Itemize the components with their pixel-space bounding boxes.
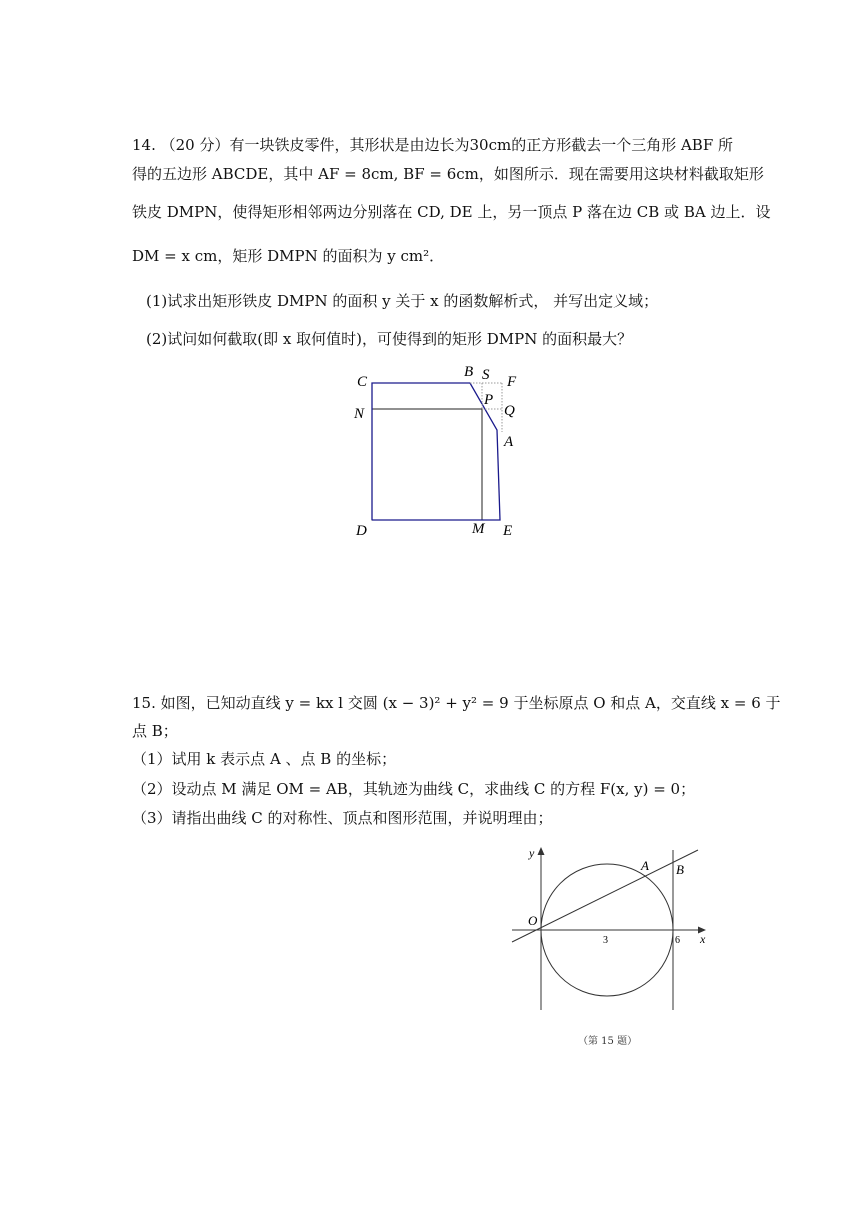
label-o: O xyxy=(528,913,538,928)
q14-line-4: DM = x cm，矩形 DMPN 的面积为 y cm²． xyxy=(132,247,445,265)
pentagon-outline xyxy=(372,383,500,520)
label-m: M xyxy=(472,521,485,537)
label-s: S xyxy=(482,367,490,383)
q15-figure-caption: （第 15 题） xyxy=(578,1036,638,1047)
q15-line-2: 点 B； xyxy=(132,722,178,740)
q14-line-2: 得的五边形 ABCDE，其中 AF = 8cm, BF = 6cm，如图所示．现在需要用这块材料截取矩形 xyxy=(132,165,764,183)
q15-part-2: （2）设动点 M 满足 OM = AB，其轨迹为曲线 C，求曲线 C 的方程 F(x, y) = 0； xyxy=(132,780,696,798)
label-e: E xyxy=(503,523,513,539)
label-n: N xyxy=(354,406,365,422)
tick-label-6: 6 xyxy=(675,935,680,946)
label-c: C xyxy=(357,374,368,390)
tick-label-3: 3 xyxy=(603,935,608,946)
q14-line-1: 14. （20 分）有一块铁皮零件，其形状是由边长为30cm的正方形截去一个三角形 ABF 所 xyxy=(132,136,733,154)
label-b: B xyxy=(676,862,684,877)
q15-part-1: （1）试用 k 表示点 A 、点 B 的坐标； xyxy=(132,750,397,768)
q14-part-1: (1)试求出矩形铁皮 DMPN 的面积 y 关于 x 的函数解析式， 并写出定义域； xyxy=(146,292,659,310)
q14-part-2: (2)试问如何截取(即 x 取何值时)，可使得到的矩形 DMPN 的面积最大？ xyxy=(146,330,633,348)
rectangle-dmpn xyxy=(372,409,482,520)
label-q: Q xyxy=(504,403,515,419)
label-d: D xyxy=(356,523,367,539)
label-b: B xyxy=(464,364,474,380)
label-f: F xyxy=(507,374,517,390)
label-p: P xyxy=(484,392,494,408)
label-a: A xyxy=(641,858,649,873)
q14-line-3: 铁皮 DMPN，使得矩形相邻两边分别落在 CD, DE 上，另一顶点 P 落在边 CB 或 BA 边上．设 xyxy=(132,203,771,221)
q14-figure xyxy=(345,360,545,540)
q15-figure xyxy=(500,842,720,1017)
q15-line-1: 15. 如图，已知动直线 y = kx l 交圆 (x − 3)² + y² = 9 于坐标原点 O 和点 A，交直线 x = 6 于 xyxy=(132,694,781,712)
y-axis-arrow xyxy=(538,847,545,855)
q15-part-3: （3）请指出曲线 C 的对称性、顶点和图形范围，并说明理由； xyxy=(132,809,553,827)
label-y: y xyxy=(529,846,535,860)
label-a: A xyxy=(504,434,514,450)
label-x: x xyxy=(700,932,706,946)
